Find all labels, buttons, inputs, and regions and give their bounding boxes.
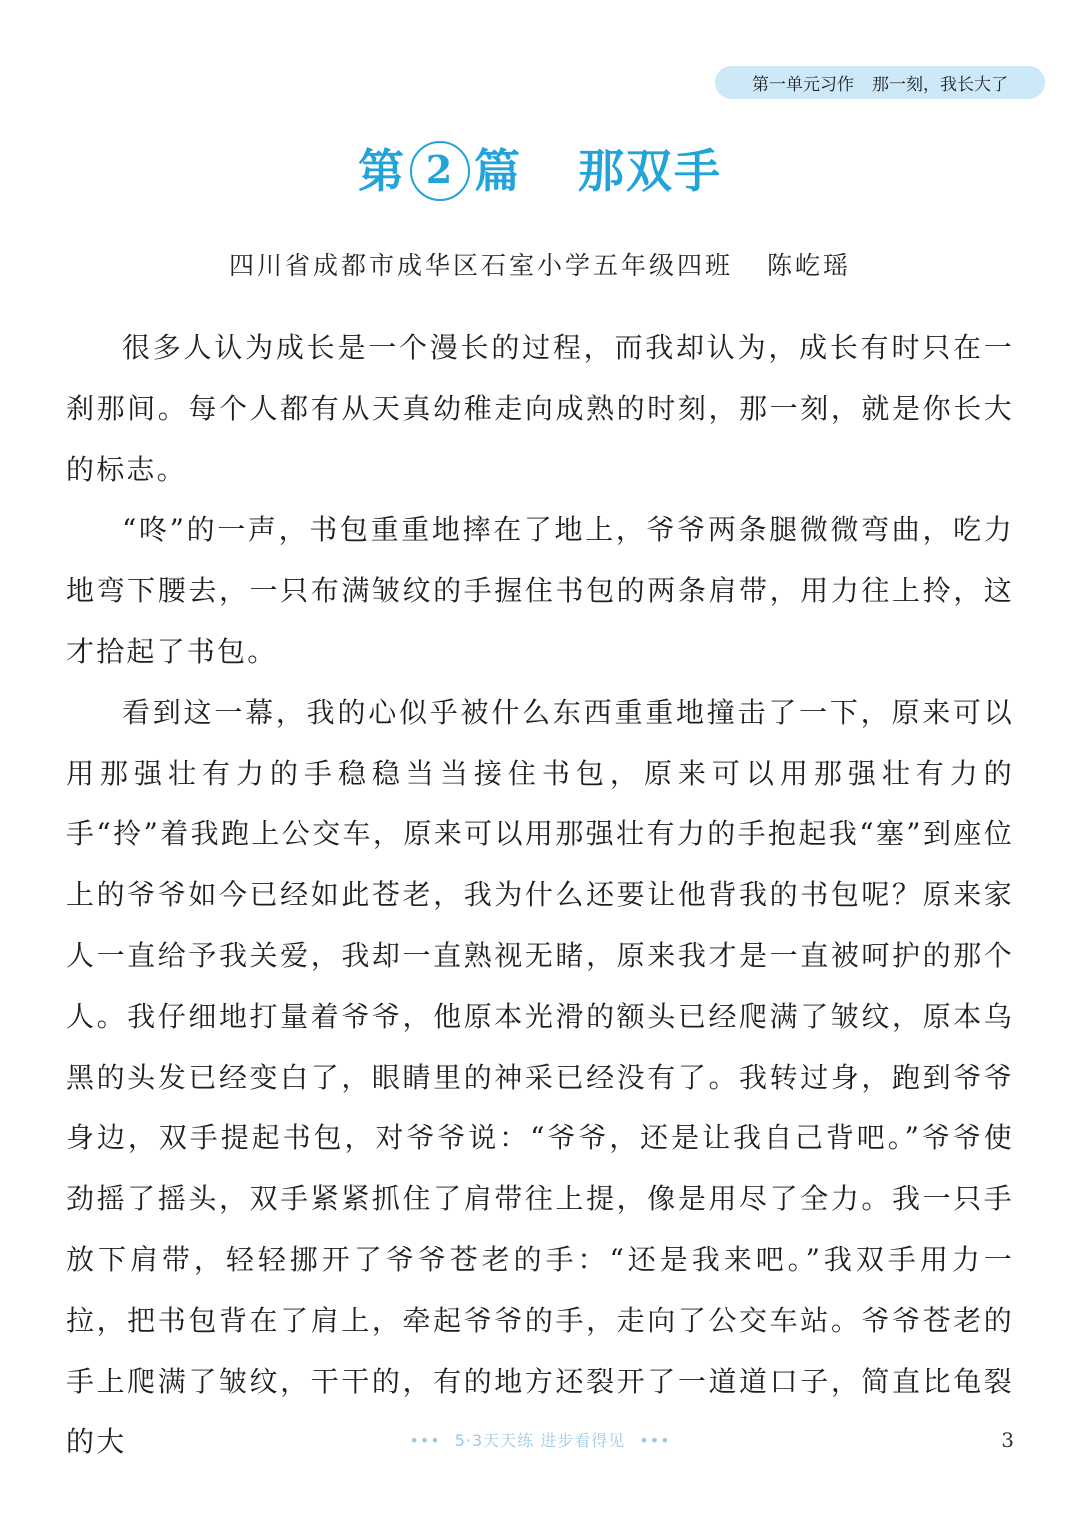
author-line xyxy=(0,246,1080,282)
unit-theme: 那一刻，我长大了 xyxy=(872,75,1008,95)
article-number-badge: 2 xyxy=(410,141,470,201)
unit-label: 第一单元习作 xyxy=(752,75,854,95)
footer-slogan xyxy=(0,1428,1080,1451)
article-body xyxy=(66,318,1014,1473)
title-name: 那双手 xyxy=(578,144,722,198)
footer-dots-left: ••• xyxy=(409,1431,441,1450)
unit-header-tag xyxy=(715,66,1045,99)
title-suffix: 篇 xyxy=(474,144,522,198)
author-school: 四川省成都市成华区石室小学五年级四班 xyxy=(228,251,733,280)
title-prefix: 第 xyxy=(358,144,406,198)
paragraph: “咚”的一声，书包重重地摔在了地上，爷爷两条腿微微弯曲，吃力地弯下腰去，一只布满皱纹的手握住书包的两条肩带，用力往上拎，这才拾起了书包。 xyxy=(66,513,1014,668)
paragraph: 看到这一幕，我的心似乎被什么东西重重地撞击了一下，原来可以用那强壮有力的手稳稳当当接住书包，原来可以用那强壮有力的手“拎”着我跑上公交车，原来可以用那强壮有力的手抱起我“塞”到座位上的爷爷如今已经如此苍老，我为什么还要让他背我的书包呢？原来家人一直给予我关爱，我却一直熟视无睹，原来我才是一直被呵护的那个人。我仔细地打量着爷爷，他原本光滑的额头已经爬满了皱纹，原本乌黑的头发已经变白了，眼睛里的神采已经没有了。我转过身，跑到爷爷身边，双手提起书包，对爷爷说：“爷爷，还是让我自己背吧。”爷爷使劲摇了摇头，双手紧紧抓住了肩带往上提，像是用尽了全力。我一只手放下肩带，轻轻挪开了爷爷苍老的手：“还是我来吧。”我双手用力一拉，把书包背在了肩上，牵起爷爷的手，走向了公交车站。爷爷苍老的手上爬满了皱纹，干干的，有的地方还裂开了一道道口子，简直比龟裂的大 xyxy=(66,695,1014,1459)
footer-dots-right: ••• xyxy=(639,1431,671,1450)
paragraph: 很多人认为成长是一个漫长的过程，而我却认为，成长有时只在一刹那间。每个人都有从天真幼稚走向成熟的时刻，那一刻，就是你长大的标志。 xyxy=(66,331,1014,486)
footer-slogan-text: 5·3天天练 进步看得见 xyxy=(454,1431,626,1450)
page-number: 3 xyxy=(1001,1428,1014,1452)
author-name: 陈屹瑶 xyxy=(767,251,852,280)
article-title xyxy=(0,138,1080,205)
